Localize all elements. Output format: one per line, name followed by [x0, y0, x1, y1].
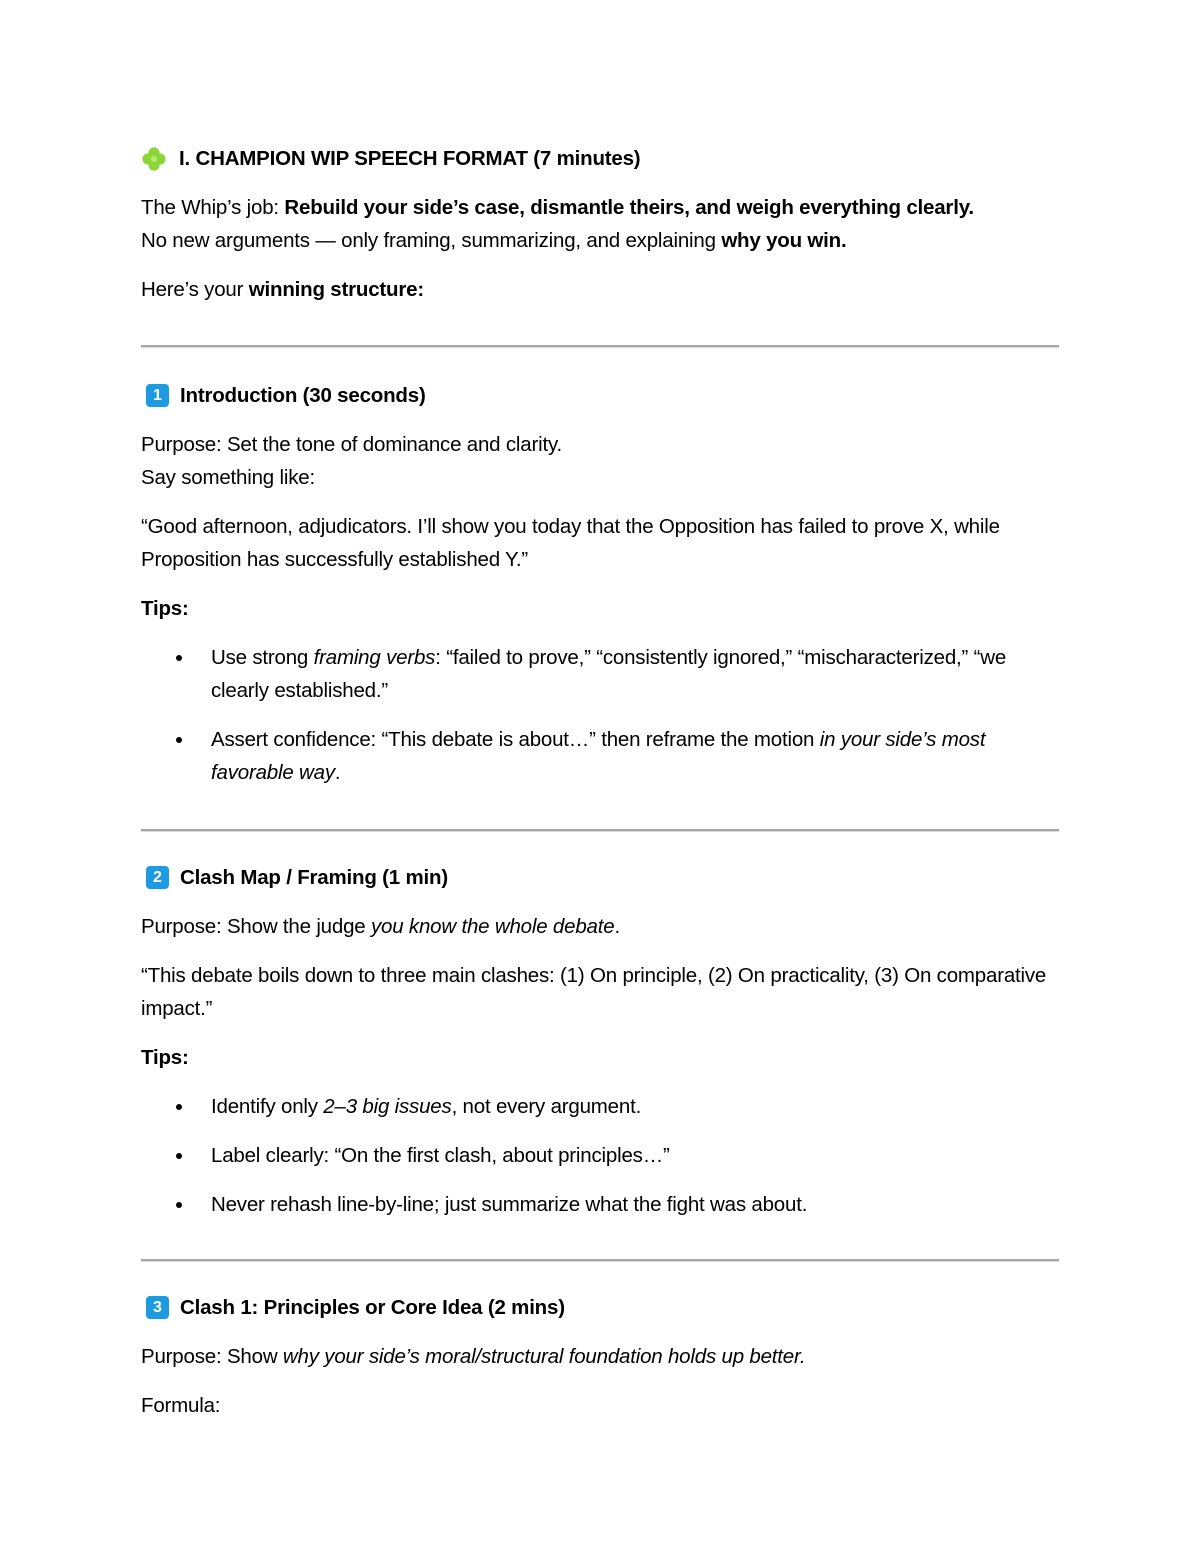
section-3-heading	[141, 1291, 1059, 1324]
section-2-heading	[141, 861, 1059, 894]
tip-italic: 2–3 big issues	[323, 1095, 452, 1118]
section-2-tips-label	[141, 1041, 1059, 1074]
clover-icon	[141, 146, 167, 172]
tip-text: Use strong	[211, 646, 314, 669]
intro-line-1-bold: Rebuild your side’s case, dismantle theirs, and weigh everything clearly.	[284, 196, 974, 219]
list-item	[141, 1090, 1059, 1123]
section-2-quote: “This debate boils down to three main clashes: (1) On principle, (2) On practicality, (3) On comparative impact.”	[141, 964, 1047, 1020]
document-title	[141, 142, 1059, 175]
tip-text: : “failed to prove,” “consistently ignored,” “mischaracterized,” “we clearly established.”	[211, 646, 1007, 702]
section-2-purpose	[141, 910, 1059, 943]
tip-text: Label clearly: “On the first clash, about principles…”	[211, 1144, 670, 1167]
section-divider	[141, 829, 1059, 832]
list-item	[141, 641, 1059, 707]
intro-line-2	[141, 224, 1059, 257]
number-1-icon: 1	[146, 384, 169, 407]
section-1-tips-label	[141, 592, 1059, 625]
section-3-formula: Formula:	[141, 1394, 221, 1417]
intro-line-1	[141, 191, 1059, 224]
list-item	[141, 723, 1059, 789]
section-2-heading-text: Clash Map / Framing (1 min)	[180, 866, 448, 889]
section-2-tips-label-text: Tips:	[141, 1046, 189, 1069]
section-1-heading	[141, 379, 1059, 412]
tip-text: Assert confidence: “This debate is about…” then reframe the motion	[211, 728, 820, 751]
purpose-text: Purpose: Show the judge	[141, 915, 371, 938]
section-3-heading-text: Clash 1: Principles or Core Idea (2 mins)	[180, 1296, 565, 1319]
number-3-icon: 3	[146, 1296, 169, 1319]
purpose-text: .	[614, 915, 620, 938]
purpose-italic: you know the whole debate	[370, 915, 615, 938]
intro-line-3-bold: winning structure:	[248, 278, 424, 301]
purpose-text: Purpose: Show	[141, 1345, 283, 1368]
section-3-purpose	[141, 1340, 1059, 1373]
intro-line-2-bold: why you win.	[721, 229, 847, 252]
document-title-text: I. CHAMPION WIP SPEECH FORMAT (7 minutes)	[179, 147, 641, 170]
tip-italic: in your side’s most favorable way	[211, 728, 986, 784]
intro-line-3	[141, 273, 1059, 306]
section-divider	[141, 345, 1059, 348]
intro-line-2-prefix: No new arguments — only framing, summarizing, and explaining	[141, 229, 722, 252]
section-1-quote: “Good afternoon, adjudicators. I’ll show you today that the Opposition has failed to prove X, while Proposition has successfully established Y.”	[141, 515, 1000, 571]
section-2-tips-list	[141, 1090, 1059, 1221]
intro-line-3-prefix: Here’s your	[141, 278, 249, 301]
section-1-tips-label-text: Tips:	[141, 597, 189, 620]
section-1-say: Say something like:	[141, 466, 315, 489]
tip-text: Never rehash line-by-line; just summarize what the fight was about.	[211, 1193, 808, 1216]
section-1-heading-text: Introduction (30 seconds)	[180, 384, 426, 407]
purpose-italic: why your side’s moral/structural foundation holds up better.	[282, 1345, 806, 1368]
section-1-tips-list	[141, 641, 1059, 789]
tip-italic: framing verbs	[313, 646, 436, 669]
intro-line-1-prefix: The Whip’s job:	[141, 196, 285, 219]
list-item	[141, 1188, 1059, 1221]
tip-text: Identify only	[211, 1095, 324, 1118]
number-2-icon: 2	[146, 866, 169, 889]
section-1-purpose: Purpose: Set the tone of dominance and clarity.	[141, 433, 562, 456]
tip-text: , not every argument.	[451, 1095, 642, 1118]
list-item	[141, 1139, 1059, 1172]
section-divider	[141, 1259, 1059, 1262]
tip-text: .	[334, 761, 341, 784]
